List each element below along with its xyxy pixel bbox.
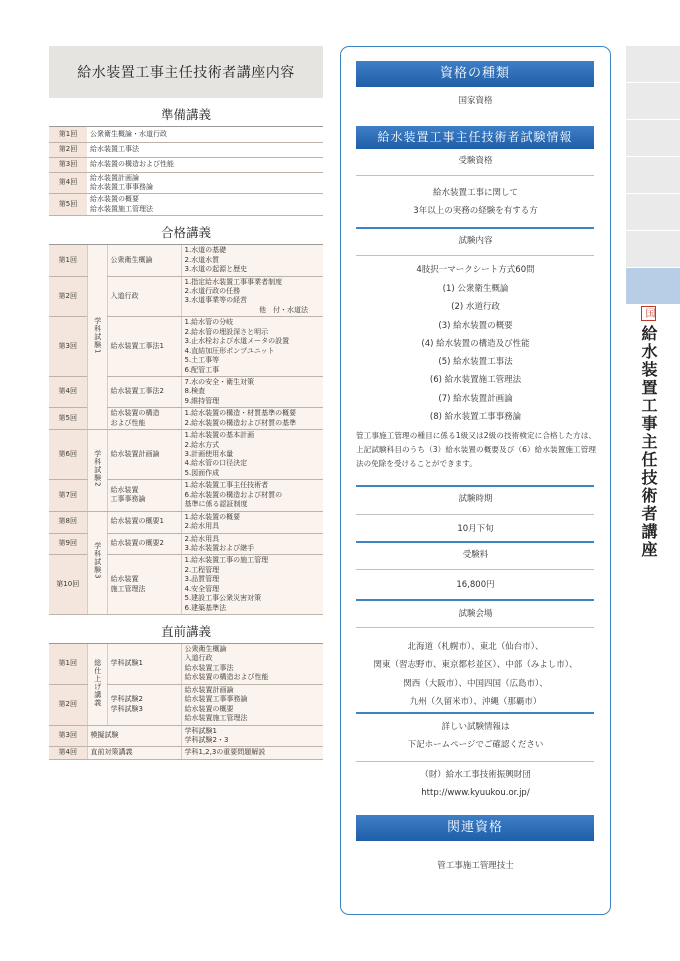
cell-line: 5.建設工事公衆災害対策	[184, 594, 262, 603]
lecture-content	[181, 430, 323, 480]
cell-line: 6.建築基準法	[184, 603, 227, 612]
cell-line: 5.図面作成	[184, 468, 220, 477]
qualification-type-value: 国家資格	[458, 96, 493, 106]
lecture-number: 第4回	[49, 172, 87, 194]
cell-line: 給水装置工事法2	[110, 387, 164, 396]
cell-line: 給水装置計画論	[184, 685, 234, 694]
exam-info-heading: 給水装置工事主任技術者試験情報	[356, 126, 594, 149]
exam-venue-label: 試験会場	[458, 609, 493, 619]
lecture-subject	[107, 684, 181, 725]
lecture-content	[87, 142, 323, 157]
pass-lecture-table	[49, 245, 323, 615]
cell-line: 2.工程管理	[184, 565, 220, 574]
lecture-content	[181, 480, 323, 511]
table-row	[49, 142, 323, 157]
lecture-number: 第5回	[49, 194, 87, 216]
cell-line: 施工管理法	[110, 584, 146, 593]
cell-line: 給水装置の構造および性能	[90, 159, 174, 168]
table-row	[49, 172, 323, 194]
lecture-content	[181, 747, 323, 759]
index-tab[interactable]	[626, 46, 680, 83]
cell-line: 2.水道水質	[184, 255, 220, 264]
cell-line: 直前対策講義	[90, 748, 133, 757]
qualification-text	[341, 185, 610, 220]
cell-line: 4.給水管の口径決定	[184, 459, 248, 468]
cell-line: 3.品質管理	[184, 575, 220, 584]
cell-line: 1.給水装置の基本計画	[184, 431, 255, 440]
table-row	[49, 127, 323, 142]
table-row	[49, 725, 323, 747]
lecture-number: 第3回	[49, 317, 87, 377]
cell-line: 学科試験1	[110, 659, 143, 668]
side-title-text: 給水装置工事主任技術者講座	[639, 325, 658, 559]
exam-subject-item: (2) 水道行政	[451, 302, 500, 313]
lecture-content	[181, 555, 323, 615]
lecture-content	[181, 276, 323, 317]
cell-line: 学科試験3	[110, 704, 143, 713]
cell-line: 学科試験2	[110, 695, 143, 704]
lecture-content	[181, 376, 323, 407]
lecture-number: 第2回	[49, 142, 87, 157]
cell-line: 1.水道の基礎	[184, 246, 227, 255]
qualification-line: 給水装置工事に関して	[432, 188, 518, 198]
exam-group-label	[87, 245, 107, 429]
divider	[356, 514, 594, 515]
venue-line: 北海道（札幌市）、東北（仙台市）、	[407, 642, 544, 652]
cell-line: 3.計画使用水量	[184, 450, 234, 458]
divider	[356, 599, 594, 601]
lecture-content	[87, 194, 323, 216]
exam-group-text: 学科試験3	[93, 542, 102, 580]
lecture-content	[181, 245, 323, 276]
lecture-subject	[107, 533, 181, 555]
lecture-content	[181, 644, 323, 684]
cell-line: 給水装置工事法	[90, 144, 139, 153]
exam-subject-item: (4) 給水装置の構造及び性能	[421, 338, 530, 349]
lecture-content	[87, 127, 323, 142]
lecture-subject	[87, 747, 181, 759]
cell-line: 入道行政	[110, 291, 139, 300]
lecture-subject	[107, 555, 181, 615]
exam-subject-list	[341, 280, 610, 426]
lecture-subject	[107, 317, 181, 377]
cell-line: 給水装置の構造	[110, 409, 160, 418]
cell-line: 3.止水栓および水道メータの設置	[184, 337, 290, 346]
cell-line: 1.給水装置工事の施工管理	[184, 556, 269, 565]
organization-url[interactable]: http://www.kyuukou.or.jp/	[421, 787, 530, 798]
table-row	[49, 245, 323, 276]
lecture-subject	[107, 644, 181, 684]
related-qualification-value: 管工事施工管理技士	[437, 861, 514, 871]
cell-line: 1.給水装置の構造・材質基準の概要	[184, 409, 297, 418]
lecture-number: 第1回	[49, 245, 87, 276]
cell-line: 給水装置工事事務論	[184, 695, 248, 704]
cell-line: 8.検査	[184, 387, 206, 396]
cell-line: 給水装置の概要1	[110, 517, 164, 526]
detail-info-text	[341, 719, 610, 754]
lecture-content	[181, 511, 323, 533]
lecture-content	[87, 172, 323, 194]
lecture-number: 第6回	[49, 430, 87, 480]
qualification-line: 3年以上の実務の経験を有する方	[413, 205, 538, 216]
detail-line: 下記ホームページでご確認ください	[407, 739, 544, 750]
cell-line: 2.給水用具	[184, 522, 220, 531]
cell-line: 1.指定給水装置工事事業者制度	[184, 277, 283, 286]
cell-line: 3.水道の起源と歴史	[184, 265, 248, 274]
final-lecture-title: 直前講義	[49, 617, 323, 644]
exam-subject-item: (1) 公衆衛生概論	[442, 284, 509, 294]
lecture-number: 第3回	[49, 725, 87, 747]
cell-line: 給水装置の構造および性能	[184, 673, 269, 682]
cell-line: 1.給水装置の概要	[184, 512, 241, 521]
pass-lecture-title: 合格講義	[49, 218, 323, 245]
table-row	[49, 157, 323, 172]
cell-line: 2.給水装置の構造および材質の基準	[184, 418, 297, 427]
cell-line: 給水装置	[110, 575, 139, 584]
exam-time-label: 試験時期	[458, 494, 493, 504]
cell-line: 給水装置工事法	[184, 663, 234, 672]
table-row	[49, 430, 323, 480]
cell-line: 基準に係る認証制度	[184, 500, 248, 509]
cell-line: 工事事務論	[110, 495, 146, 504]
course-content-panel	[49, 46, 323, 760]
venue-line: 関東（習志野市、東京都杉並区）、中部（みよし市）、	[373, 660, 578, 671]
cell-line: 6.配管工事	[184, 365, 220, 374]
lecture-number: 第8回	[49, 511, 87, 533]
lecture-subject	[107, 430, 181, 480]
cell-line: 5.土工事等	[184, 356, 220, 365]
exam-info-panel	[340, 46, 611, 915]
cell-line: 公衆衛生概論	[110, 255, 153, 264]
divider	[356, 569, 594, 570]
exemption-note: 管工事施工管理の種目に係る1級又は2級の技術検定に合格した方は、上記試験科目のうち（3）給水装置の概要及び（6）給水装置施工管理法の免除を受けることができます。	[356, 431, 596, 469]
lecture-number: 第4回	[49, 747, 87, 759]
exam-content-label: 試験内容	[458, 236, 493, 246]
exam-group-label	[87, 644, 107, 725]
lecture-content	[181, 408, 323, 430]
cell-line: 1.給水管の分岐	[184, 318, 234, 327]
cell-line: 学科試験2・3	[184, 735, 229, 744]
exam-venue-list	[341, 638, 610, 711]
cell-line: 2.給水管の埋設深さと明示	[184, 327, 269, 336]
table-row	[49, 747, 323, 759]
cell-line: 給水装置施工管理法	[184, 714, 248, 723]
divider	[356, 712, 594, 714]
cell-line: 2.給水用具	[184, 534, 220, 543]
index-tab[interactable]	[626, 120, 680, 157]
lecture-subject	[107, 480, 181, 511]
lecture-subject	[107, 276, 181, 317]
divider	[356, 627, 594, 628]
table-row	[49, 194, 323, 216]
divider	[356, 255, 594, 256]
related-qualification-heading: 関連資格	[356, 815, 594, 841]
exam-group-text: 学科試験1	[93, 316, 102, 355]
cell-line: 給水装置	[110, 486, 139, 495]
lecture-content	[181, 684, 323, 725]
divider	[356, 175, 594, 176]
side-index-tabs	[626, 46, 680, 305]
lecture-subject	[87, 725, 181, 747]
detail-line: 詳しい試験情報は	[441, 722, 510, 732]
exam-group-text: 学科試験2	[93, 449, 102, 488]
cell-line: 2.水道行政の任務	[184, 287, 241, 295]
cell-line: 2.給水方式	[184, 440, 220, 449]
final-lecture-table	[49, 644, 323, 760]
cell-line: 7.水の安全・衛生対策	[184, 377, 255, 386]
exam-subject-item: (7) 給水装置計画論	[438, 393, 513, 404]
index-tab-active[interactable]	[626, 268, 680, 305]
cell-line: 給水装置の概要	[184, 704, 234, 713]
cell-line: 給水装置の概要2	[110, 539, 164, 548]
index-tab[interactable]	[626, 194, 680, 231]
cell-line: 給水装置工事事務論	[90, 182, 153, 191]
cell-line: 給水装置計画論	[90, 173, 139, 182]
index-tab[interactable]	[626, 83, 680, 120]
exam-subject-item: (6) 給水装置施工管理法	[429, 375, 522, 386]
divider	[356, 227, 594, 229]
index-tab[interactable]	[626, 231, 680, 268]
venue-line: 九州（久留米市）、沖縄（那覇市）	[409, 696, 542, 707]
exam-subject-item: (8) 給水装置工事事務論	[429, 412, 522, 423]
side-chapter-title	[637, 306, 660, 559]
cell-line: 9.維持管理	[184, 396, 220, 405]
exam-fee-label: 受験料	[462, 550, 489, 560]
cell-line: 6.給水装置の構造および材質の	[184, 490, 283, 499]
cell-line: 3.水道事業等の経営	[184, 296, 248, 305]
lecture-subject	[107, 408, 181, 430]
prep-lecture-title: 準備講義	[49, 100, 323, 127]
table-row	[49, 511, 323, 533]
lecture-content	[181, 317, 323, 377]
national-qualification-mark: 国	[643, 307, 654, 320]
lecture-content	[181, 725, 323, 747]
prep-lecture-table	[49, 127, 323, 216]
lecture-number: 第2回	[49, 684, 87, 725]
cell-line: 公衆衛生概論・水道行政	[90, 129, 167, 138]
lecture-subject	[107, 511, 181, 533]
exam-group-text: 総仕上げ講義	[93, 658, 102, 707]
lecture-number: 第4回	[49, 376, 87, 407]
cell-line: 給水装置工事法1	[110, 341, 164, 350]
index-tab[interactable]	[626, 157, 680, 194]
exam-subject-item: (5) 給水装置工事法	[438, 357, 513, 368]
cell-line: 入道行政	[184, 654, 213, 663]
qualification-label: 受験資格	[458, 156, 493, 166]
lecture-number: 第10回	[49, 555, 87, 615]
exam-fee-value: 16,800円	[456, 580, 495, 590]
cell-line: 学科1,2,3の重要問題解説	[184, 748, 266, 757]
cell-line: 1.給水装置工事主任技術者	[184, 481, 269, 490]
organization-info	[341, 767, 610, 802]
lecture-number: 第5回	[49, 408, 87, 430]
cell-line: 4.安全管理	[184, 584, 220, 593]
lecture-number: 第1回	[49, 644, 87, 684]
lecture-content	[87, 157, 323, 172]
qualification-type-heading: 資格の種類	[356, 61, 594, 87]
organization-name: （財）給水工事技術振興財団	[420, 770, 531, 780]
cell-line: 給水装置の概要	[90, 195, 139, 204]
cell-line: 給水装置計画論	[110, 450, 160, 458]
venue-line: 関西（大阪市）、中国四国（広島市）、	[403, 678, 548, 689]
lecture-subject	[107, 376, 181, 407]
exam-time-value: 10月下旬	[457, 524, 494, 534]
exam-subject-item: (3) 給水装置の概要	[438, 320, 513, 331]
cell-line: 学科試験1	[184, 726, 217, 735]
cell-line: 他 付・水道法	[259, 305, 308, 314]
cell-line: 公衆衛生概論	[184, 645, 227, 653]
exam-group-label	[87, 511, 107, 614]
cell-line: 給水装置施工管理法	[90, 204, 153, 213]
divider	[356, 541, 594, 543]
cell-line: 3.給水装置および継手	[184, 543, 255, 552]
divider	[356, 761, 594, 762]
exam-group-label	[87, 430, 107, 512]
lecture-content	[181, 533, 323, 555]
cell-line: 4.直結加圧形ポンプユニット	[184, 346, 275, 355]
exam-method: 4肢択一マークシート方式60問	[416, 265, 535, 275]
table-row	[49, 644, 323, 684]
cell-line: および性能	[110, 418, 146, 427]
lecture-number: 第2回	[49, 276, 87, 317]
cell-line: 模擬試験	[90, 731, 119, 740]
lecture-number: 第7回	[49, 480, 87, 511]
lecture-subject	[107, 245, 181, 276]
lecture-number: 第9回	[49, 533, 87, 555]
lecture-number: 第1回	[49, 127, 87, 142]
lecture-number: 第3回	[49, 157, 87, 172]
divider	[356, 485, 594, 487]
course-content-title: 給水装置工事主任技術者講座内容	[49, 46, 323, 98]
